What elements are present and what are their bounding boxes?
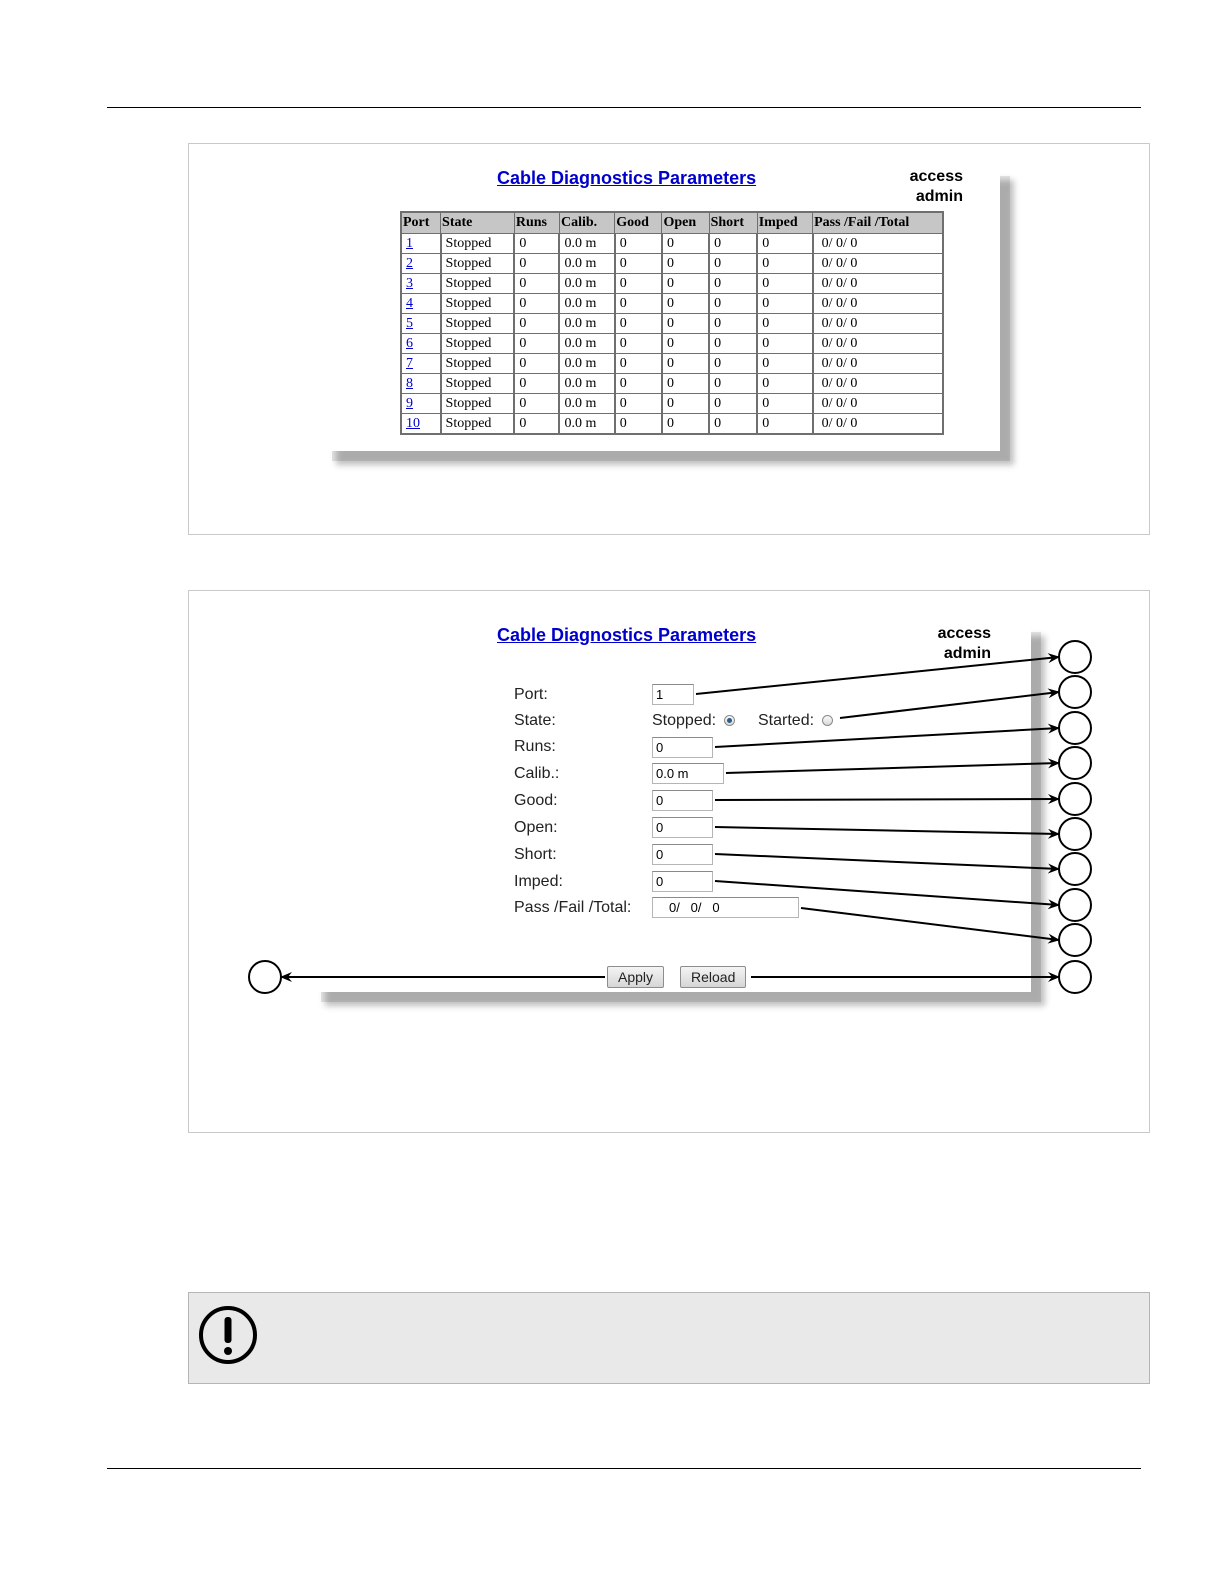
cell-runs: 0 bbox=[514, 294, 559, 314]
column-header-port: Port bbox=[401, 212, 441, 234]
cell-pass-fail-total: 0/ 0/ 0 bbox=[813, 234, 943, 254]
cell-open: 0 bbox=[662, 414, 709, 435]
cell-calib: 0.0 m bbox=[559, 234, 614, 254]
cell-runs: 0 bbox=[514, 394, 559, 414]
cell-good: 0 bbox=[615, 394, 662, 414]
cell-calib: 0.0 m bbox=[559, 354, 614, 374]
cell-state: Stopped bbox=[441, 314, 515, 334]
open-field[interactable] bbox=[652, 817, 713, 838]
good-field[interactable] bbox=[652, 790, 713, 811]
reload-button[interactable]: Reload bbox=[680, 966, 746, 988]
port-link[interactable]: 1 bbox=[406, 235, 413, 251]
cell-state: Stopped bbox=[441, 394, 515, 414]
access-label: access bbox=[909, 168, 963, 185]
imped-field[interactable] bbox=[652, 871, 713, 892]
cell-pass-fail-total: 0/ 0/ 0 bbox=[813, 334, 943, 354]
table-row bbox=[401, 234, 943, 254]
table-row bbox=[401, 334, 943, 354]
cell-imped: 0 bbox=[757, 314, 812, 334]
access-level: admin bbox=[915, 188, 963, 205]
form-title[interactable]: Cable Diagnostics Parameters bbox=[497, 625, 757, 645]
cell-imped: 0 bbox=[757, 274, 812, 294]
cell-runs: 0 bbox=[514, 234, 559, 254]
good-label: Good: bbox=[514, 792, 558, 809]
open-label: Open: bbox=[514, 819, 558, 836]
table-row bbox=[401, 414, 943, 435]
cell-short: 0 bbox=[709, 354, 757, 374]
cell-imped: 0 bbox=[757, 234, 812, 254]
cell-short: 0 bbox=[709, 234, 757, 254]
port-link[interactable]: 10 bbox=[406, 415, 420, 431]
short-label: Short: bbox=[514, 846, 557, 863]
cell-imped: 0 bbox=[757, 254, 812, 274]
important-note-box bbox=[188, 1292, 1150, 1384]
runs-field[interactable] bbox=[652, 737, 713, 758]
pass-fail-total-field[interactable] bbox=[652, 897, 799, 918]
cell-state: Stopped bbox=[441, 414, 515, 435]
cell-pass-fail-total: 0/ 0/ 0 bbox=[813, 374, 943, 394]
port-link[interactable]: 9 bbox=[406, 395, 413, 411]
cell-calib: 0.0 m bbox=[559, 294, 614, 314]
cell-good: 0 bbox=[615, 234, 662, 254]
port-link[interactable]: 6 bbox=[406, 335, 413, 351]
cell-calib: 0.0 m bbox=[559, 414, 614, 435]
form-access-level: admin bbox=[943, 645, 991, 662]
column-header-runs: Runs bbox=[514, 212, 559, 234]
cell-open: 0 bbox=[662, 334, 709, 354]
cell-open: 0 bbox=[662, 394, 709, 414]
port-link[interactable]: 2 bbox=[406, 255, 413, 271]
cell-good: 0 bbox=[615, 354, 662, 374]
cell-state: Stopped bbox=[441, 334, 515, 354]
cell-imped: 0 bbox=[757, 414, 812, 435]
cell-runs: 0 bbox=[514, 274, 559, 294]
cell-runs: 0 bbox=[514, 334, 559, 354]
cell-port bbox=[401, 294, 441, 314]
cell-open: 0 bbox=[662, 294, 709, 314]
calib-label: Calib.: bbox=[514, 765, 560, 782]
cell-short: 0 bbox=[709, 254, 757, 274]
cell-good: 0 bbox=[615, 334, 662, 354]
calib-field[interactable] bbox=[652, 763, 724, 784]
cell-good: 0 bbox=[615, 314, 662, 334]
state-stopped-label: Stopped: bbox=[652, 712, 717, 729]
cell-short: 0 bbox=[709, 294, 757, 314]
exclamation-circle-icon bbox=[196, 1303, 260, 1367]
cell-good: 0 bbox=[615, 254, 662, 274]
cell-port bbox=[401, 334, 441, 354]
cell-port bbox=[401, 314, 441, 334]
short-field[interactable] bbox=[652, 844, 713, 865]
port-link[interactable]: 7 bbox=[406, 355, 413, 371]
cell-runs: 0 bbox=[514, 354, 559, 374]
column-header-imped: Imped bbox=[757, 212, 812, 234]
cell-imped: 0 bbox=[757, 354, 812, 374]
cell-imped: 0 bbox=[757, 334, 812, 354]
header-rule bbox=[107, 107, 1141, 108]
form-access-indicator bbox=[905, 624, 991, 664]
page-title[interactable]: Cable Diagnostics Parameters bbox=[497, 168, 757, 188]
cell-short: 0 bbox=[709, 414, 757, 435]
port-label: Port: bbox=[514, 686, 548, 703]
cell-state: Stopped bbox=[441, 254, 515, 274]
table-row bbox=[401, 394, 943, 414]
cell-pass-fail-total: 0/ 0/ 0 bbox=[813, 414, 943, 435]
footer-rule bbox=[107, 1468, 1141, 1469]
cell-open: 0 bbox=[662, 254, 709, 274]
cell-good: 0 bbox=[615, 374, 662, 394]
cell-good: 0 bbox=[615, 274, 662, 294]
cell-short: 0 bbox=[709, 374, 757, 394]
cell-port bbox=[401, 234, 441, 254]
port-link[interactable]: 3 bbox=[406, 275, 413, 291]
table-row bbox=[401, 254, 943, 274]
cell-calib: 0.0 m bbox=[559, 314, 614, 334]
cell-calib: 0.0 m bbox=[559, 274, 614, 294]
cell-port bbox=[401, 354, 441, 374]
cell-pass-fail-total: 0/ 0/ 0 bbox=[813, 314, 943, 334]
table-row bbox=[401, 274, 943, 294]
cell-open: 0 bbox=[662, 234, 709, 254]
cell-calib: 0.0 m bbox=[559, 254, 614, 274]
cell-imped: 0 bbox=[757, 394, 812, 414]
cell-short: 0 bbox=[709, 314, 757, 334]
cell-runs: 0 bbox=[514, 314, 559, 334]
column-header-pass-fail-total: Pass /Fail /Total bbox=[813, 212, 943, 234]
cell-calib: 0.0 m bbox=[559, 374, 614, 394]
cell-pass-fail-total: 0/ 0/ 0 bbox=[813, 274, 943, 294]
column-header-open: Open bbox=[662, 212, 709, 234]
cell-open: 0 bbox=[662, 354, 709, 374]
cell-open: 0 bbox=[662, 374, 709, 394]
cell-open: 0 bbox=[662, 314, 709, 334]
cell-runs: 0 bbox=[514, 414, 559, 435]
port-link[interactable]: 8 bbox=[406, 375, 413, 391]
cell-port bbox=[401, 274, 441, 294]
cell-port bbox=[401, 394, 441, 414]
cable-diagnostics-table bbox=[400, 211, 944, 435]
cell-pass-fail-total: 0/ 0/ 0 bbox=[813, 394, 943, 414]
cell-pass-fail-total: 0/ 0/ 0 bbox=[813, 294, 943, 314]
form-access-label: access bbox=[937, 625, 991, 642]
cell-runs: 0 bbox=[514, 374, 559, 394]
table-row bbox=[401, 354, 943, 374]
runs-label: Runs: bbox=[514, 738, 556, 755]
cell-calib: 0.0 m bbox=[559, 394, 614, 414]
cell-short: 0 bbox=[709, 274, 757, 294]
port-link[interactable]: 5 bbox=[406, 315, 413, 331]
cell-short: 0 bbox=[709, 394, 757, 414]
cell-runs: 0 bbox=[514, 254, 559, 274]
cell-short: 0 bbox=[709, 334, 757, 354]
cell-pass-fail-total: 0/ 0/ 0 bbox=[813, 354, 943, 374]
state-started-radio[interactable] bbox=[822, 715, 833, 726]
table-row bbox=[401, 374, 943, 394]
cell-open: 0 bbox=[662, 274, 709, 294]
apply-button[interactable]: Apply bbox=[607, 966, 664, 988]
cell-port bbox=[401, 254, 441, 274]
port-link[interactable]: 4 bbox=[406, 295, 413, 311]
column-header-calib: Calib. bbox=[559, 212, 614, 234]
cell-pass-fail-total: 0/ 0/ 0 bbox=[813, 254, 943, 274]
state-label: State: bbox=[514, 712, 556, 729]
cell-imped: 0 bbox=[757, 374, 812, 394]
cell-state: Stopped bbox=[441, 294, 515, 314]
imped-label: Imped: bbox=[514, 873, 563, 890]
cell-good: 0 bbox=[615, 414, 662, 435]
table-row bbox=[401, 314, 943, 334]
column-header-state: State bbox=[441, 212, 515, 234]
state-started-label: Started: bbox=[758, 712, 815, 729]
column-header-good: Good bbox=[615, 212, 662, 234]
cell-port bbox=[401, 374, 441, 394]
access-indicator bbox=[880, 167, 963, 207]
cell-calib: 0.0 m bbox=[559, 334, 614, 354]
table-row bbox=[401, 294, 943, 314]
port-field[interactable] bbox=[652, 684, 694, 705]
cell-good: 0 bbox=[615, 294, 662, 314]
table-header-row bbox=[401, 212, 943, 234]
cell-port bbox=[401, 414, 441, 435]
cell-state: Stopped bbox=[441, 374, 515, 394]
state-stopped-radio[interactable] bbox=[724, 715, 735, 726]
cell-state: Stopped bbox=[441, 354, 515, 374]
cell-imped: 0 bbox=[757, 294, 812, 314]
cell-state: Stopped bbox=[441, 274, 515, 294]
column-header-short: Short bbox=[709, 212, 757, 234]
cell-state: Stopped bbox=[441, 234, 515, 254]
pass-fail-total-label: Pass /Fail /Total: bbox=[514, 899, 632, 916]
